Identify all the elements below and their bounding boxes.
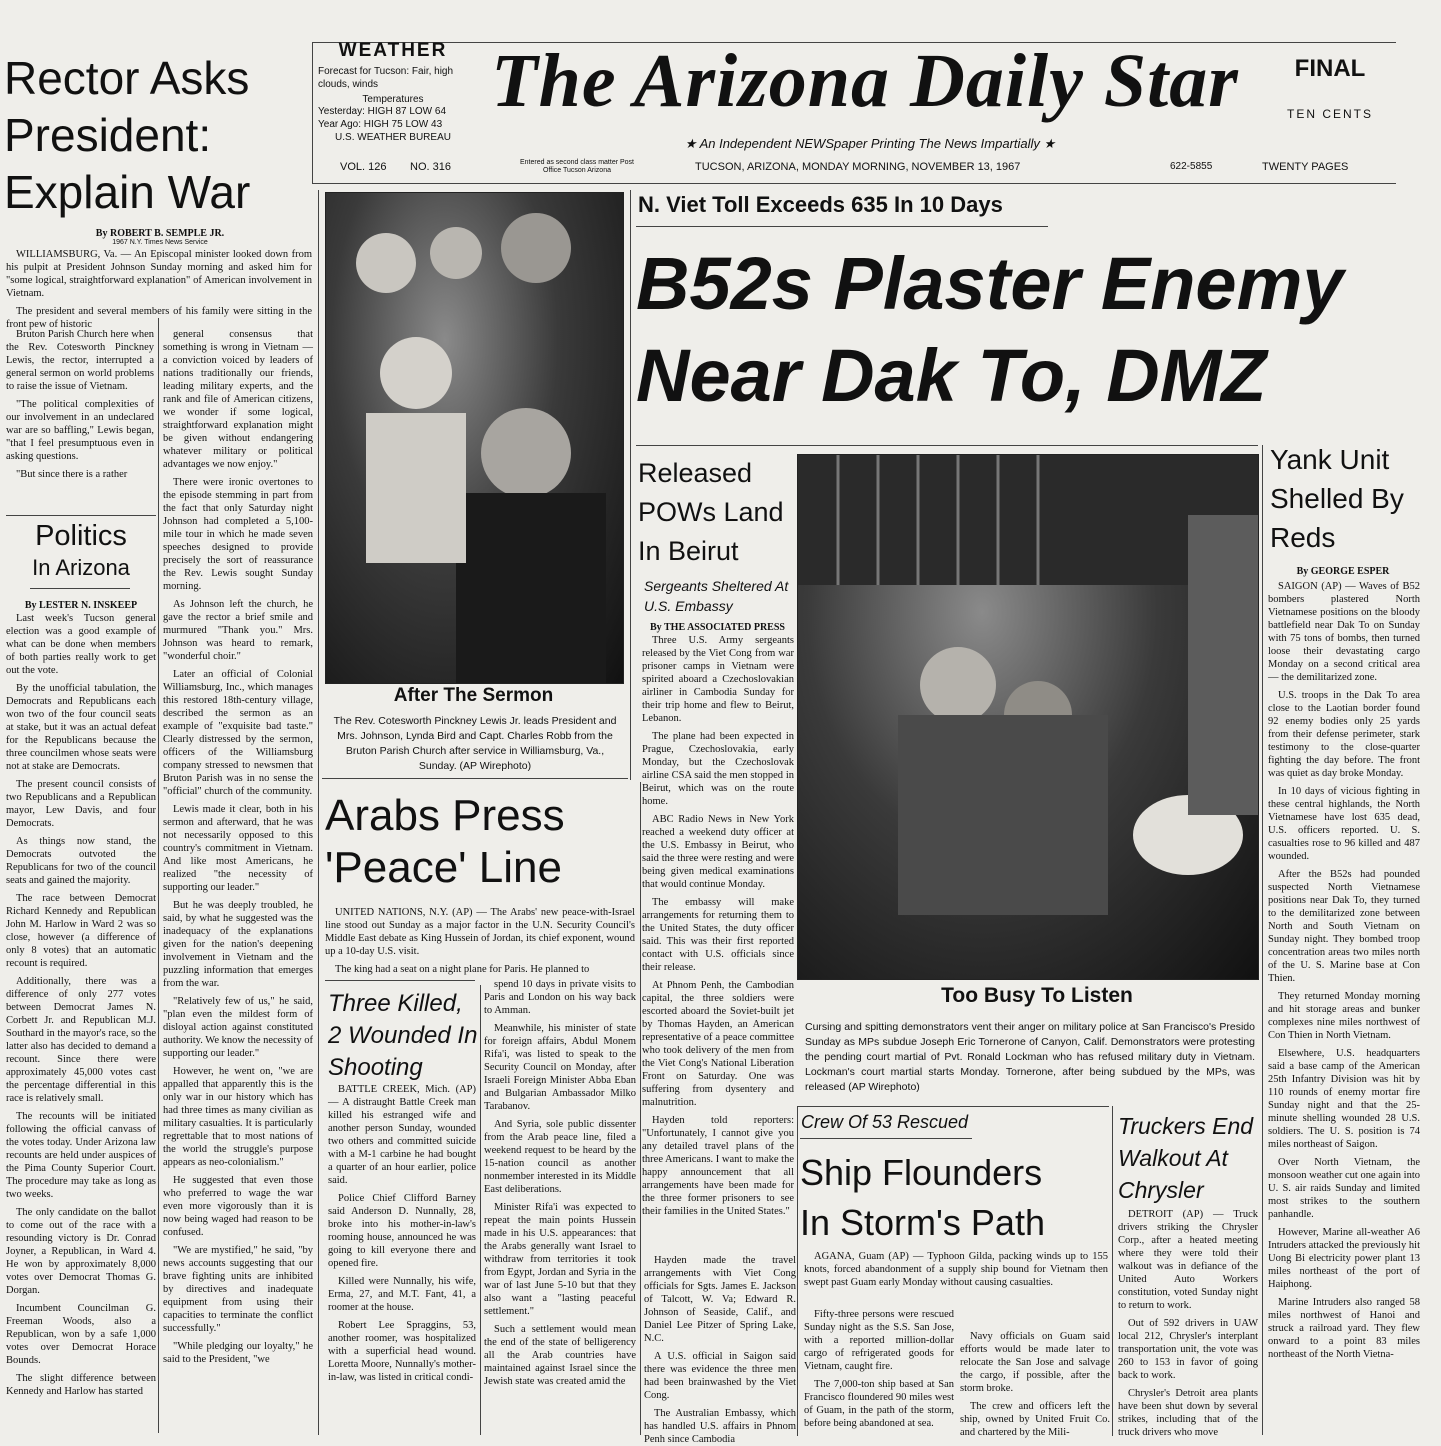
dateline: TUCSON, ARIZONA, MONDAY MORNING, NOVEMBER 13, 1967 [695,161,1021,173]
b52-headline [636,238,1416,422]
politics-headline-line2: In Arizona [32,555,130,580]
arabs-paragraph: And Syria, sole public dissenter from the Arab peace line, filed a weekend request to be heard by the 15-nation council as another nonmember interested in its Middle East deliberations. [484,1119,636,1195]
ship-column-a [804,1308,954,1433]
pows-paragraph: ABC Radio News in New York reached a weekend duty officer at the U.S. Embassy in Beirut, who said the three were resting and were being given medical examinations that would continue Monday. [642,814,794,890]
arabs-lead-paragraph: UNITED NATIONS, N.Y. (AP) — The Arabs' new peace-with-Israel line stood out Sunday as a major factor in the U.N. Security Council's Middle East debate as King Hussein of Jordan, its chief exponent, wound up a 10-day U.S. visit. [325,907,635,957]
rector-col-b-paragraph: "Relatively few of us," he said, "plan even the mildest form of disloyal action against constituted authority. We know the necessity of supporting our leader." [163,996,313,1059]
truckers-paragraph: Out of 592 drivers in UAW local 212, Chrysler's interplant transportation unit, the vote was 260 to 153 in favor of going back to work. [1118,1318,1258,1381]
rector-col-b-paragraph: Later an official of Colonial Williamsburg, Inc., which manages this restored 18th-century village, described the sermon as an example of "exquisite bad taste." Clearly distressed by the sermon, officers of the Williamsburg company stressed to newsmen that Bruton Parish was in no sense the "official" church of the community. [163,669,313,797]
yank-paragraph: Marine Intruders also ranged 58 miles northwest of Hanoi and struck a railroad yard. They flew onward to a point 83 miles northeast of the North Vietna- [1268,1297,1420,1360]
arabs-second-paragraph: The king had a seat on a night plane for Paris. He planned to [335,964,590,975]
weather-box [318,40,468,144]
pows-subhead: Sergeants Sheltered At U.S. Embassy [644,578,789,614]
pows-paragraph: The embassy will make arrangements for returning them to the United States, the duty officer said. This was their first reported contact with U.S. officials since their release. [642,897,794,973]
masthead-motto: ★ An Independent NEWSpaper Printing The News Impartially ★ [684,136,1056,151]
pows-paragraph: At Phnom Penh, the Cambodian capital, the three soldiers were escorted aboard the Soviet-built jet by Thomas Hayden, an American representative of a peace committee who took delivery of the men from the Viet Cong's National Liberation Front on Saturday. One was suffering from dysentery and malnutrition. [642,980,794,1108]
pows-paragraph: The Australian Embassy, which has handled U.S. affairs in Phnom Penh since Cambodia [644,1408,796,1445]
arabs-headline-line1: Arabs Press [325,791,565,840]
ship-paragraph: Navy officials on Guam said efforts would be made later to relocate the San Jose and salvage the cargo, if possible, after the storm broke. [960,1331,1110,1394]
b52-kicker: N. Viet Toll Exceeds 635 In 10 Days [638,192,1003,217]
politics-paragraph: The recounts will be initiated following the official canvass of the votes today. Under Arizona law recounts are held under auspices of the Pima County Superior Court. The procedure may take as long as two weeks. [6,1111,156,1200]
arabs-lead [325,906,635,981]
busy-photo-title: Too Busy To Listen [941,984,1133,1007]
rector-col-b-paragraph: general consensus that something is wrong in Vietnam — a conviction voiced by leaders of nations traditionally our friends, leading military experts, and the rank and file of American citizens, we wonder if some logical, straightforward explanation might be given without endangering whatever military or political advantages we now enjoy." [163,329,313,470]
ship-headline [800,1148,1100,1248]
edition-label: FINAL [1294,55,1366,82]
truckers-paragraph: Chrysler's Detroit area plants have been shut down by several strikes, including that of the truck drivers who move [1118,1388,1258,1438]
rector-second-paragraph: The president and several members of his family were sitting in the front pew of historic [6,306,312,330]
politics-paragraph: As things now stand, the Democrats outvoted the Republicans for two of the council seats and gained the majority. [6,836,156,886]
sermon-photo-title: After The Sermon [393,685,554,706]
pows-paragraph: A U.S. official in Saigon said there was evidence the three men had been brainwashed by the Viet Cong. [644,1351,796,1401]
yank-headline: Yank Unit Shelled By Reds [1270,444,1404,553]
politics-paragraph: The only candidate on the ballot to come out of the race with a resounding victory is Dr. Conrad Joyner, a Republican, in Ward 4. He won by approximately 8,000 votes over Democrat Thomas G. Dorgan. [6,1207,156,1296]
yank-paragraph: After the B52s had pounded suspected North Vietnamese positions near Dak To, they turned to the demilitarized zone between North and South Vietnam on Sunday night. They bombed troop concentration areas two miles north of the U. S. Marine base at Con Thien. [1268,869,1420,984]
pows-paragraph: Hayden made the travel arrangements with Viet Cong officials for Sgts. James E. Jackson of Talcott, W. Va; Edward R. Johnson of Seaside, Calif., and Daniel Lee Pitzer of Spring Lake, N.C. [644,1255,796,1344]
pows-paragraph: Three U.S. Army sergeants released by the Viet Cong from war prisoner camps in Vietnam were spirited aboard a Czechoslovakian airliner in Cambodia Sunday for their trip home and flew to Beirut, Lebanon. [642,635,794,724]
yank-paragraph: In 10 days of vicious fighting in these central highlands, the North Vietnamese have lost 635 dead, U.S. officers reported. U. S. casualties rose to 96 killed and 487 wounded. [1268,786,1420,862]
yank-paragraph: U.S. troops in the Dak To area close to the Laotian border found 92 enemy bodies only 25 yards from their defense perimeter, stark testimony to the close-quarter fighting the day before. The front was quiet as day broke Monday. [1268,690,1420,779]
rector-byline [40,228,280,246]
weather-heading: WEATHER [338,40,448,61]
politics-body [6,612,156,1432]
weather-forecast: Forecast for Tucson: Fair, high clouds, winds [318,66,454,90]
arabs-column [484,978,636,1433]
rector-col-b-paragraph: "While pledging our loyalty," he said to the President, "we [163,1341,313,1365]
rector-service: 1967 N.Y. Times News Service [112,239,208,246]
shooting-paragraph: BATTLE CREEK, Mich. (AP) — A distraught Battle Creek man killed his estranged wife and another person Sunday, wounded two others and committed suicide with a M-1 carbine he had bought a quarter of an hour earlier, police said. [328,1084,476,1186]
rector-lead-paragraph: WILLIAMSBURG, Va. — An Episcopal minister looked down from his pulpit at President Johnson Sunday morning and asked him for "some logical, straightforward explanation" of American involvement in Vietnam. [6,249,312,299]
pows-body [642,634,794,1217]
arabs-paragraph: Meanwhile, his minister of state for foreign affairs, Abdul Monem Rifa'i, was listed to speak to the Security Council on Monday, after Israeli Foreign Minister Abba Eban and Bulgarian Ambassador Milko Tarabanov. [484,1023,636,1112]
arabs-paragraph: spend 10 days in private visits to Paris and London on his way back to Amman. [484,979,636,1016]
rector-column-a [6,328,154,508]
politics-paragraph: By the unofficial tabulation, the Democrats and Republicans each won two of the four council seats at stake, but it was an actual defeat for the Republicans because the three councilmen whose seats were not at stake are Democrats. [6,683,156,772]
rector-col-b-paragraph: However, he went on, "we are appalled that apparently this is the only war in our history which has had three times as many civilian as military casualties. It is particularly regrettable that to most nations of the world the struggle's purpose appears as neo-colonialism." [163,1066,313,1168]
truckers-headline: Truckers End Walkout At Chrysler [1118,1113,1254,1203]
postal-notice: Entered as second class matter Post Office Tucson Arizona [520,159,634,174]
politics-paragraph: Additionally, there was a difference of only 277 votes between Democrat James N. Corbett Jr. and Republican M.J. Southard in the mayor's race, so the latter also has decided to demand a recount. Since there were approximately 45,000 votes cast the percentage differential in this race is relatively small. [6,976,156,1104]
busy-photo [797,454,1259,980]
rector-col-b-paragraph: He suggested that even those who preferred to wage the war even more vigorously than it is now being waged had reason to be confused. [163,1175,313,1238]
rector-col-b-paragraph: But he was deeply troubled, he said, by what he suggested was the inadequacy of the explanations given for the nation's deepening involvement in Vietnam and the puzzling information that emerges from the war. [163,900,313,989]
truckers-paragraph: DETROIT (AP) — Truck drivers striking the Chrysler Corp., after a heated meeting where they were told their walkout was in defiance of the United Auto Workers constitution, voted Sunday night to return to work. [1118,1209,1258,1311]
b52-headline-line2: Near Dak To, DMZ [636,334,1267,417]
arabs-paragraph: Such a settlement would mean the end of the state of belligerency all the Arab countries have maintained against Israel since the Jewish state was created amid the [484,1324,636,1387]
yank-paragraph: Over North Vietnam, the monsoon weather cut one again into U. S. air raids Sunday and limited most strikes to the southern panhandle. [1268,1157,1420,1220]
ship-paragraph: The 7,000-ton ship based at San Francisco floundered 90 miles west of Guam, in the path of the storm, before being abandoned at sea. [804,1379,954,1429]
rector-column-b [163,328,313,1433]
ship-paragraph: Fifty-three persons were rescued Sunday night as the S.S. San Jose, with a reported million-dollar cargo of refrigerated goods for Vietnam, caught fire. [804,1309,954,1372]
rector-col-b-paragraph: Lewis made it clear, both in his sermon and afterward, that he was not necessarily opposed to this country's commitment in Vietnam. And like most Americans, he realized "the necessity of supporting our leader." [163,804,313,893]
ship-paragraph: The crew and officers left the ship, owned by United Fruit Co. and chartered by the Mili- [960,1401,1110,1438]
yank-paragraph: However, Marine all-weather A6 Intruders attacked the previously hit Uong Bi electricity power plant 13 miles northeast of the port of Haiphong. [1268,1227,1420,1290]
weather-yesterday: Yesterday: HIGH 87 LOW 64 [318,106,447,117]
yank-body [1268,580,1420,1433]
rector-col-a-paragraph: "But since there is a rather [16,469,128,480]
b52-headline-line1: B52s Plaster Enemy [636,242,1344,325]
shooting-headline: Three Killed, 2 Wounded In Shooting [328,990,478,1081]
ship-lead: AGANA, Guam (AP) — Typhoon Gilda, packing winds up to 155 knots, forced abandonment of a supply ship bound for Vietnam then swept past Guam early Monday without causing casualties. [804,1251,1108,1288]
yank-paragraph: Elsewhere, U.S. headquarters said a base camp of the American 25th Infantry Division was hit by 110 rounds of enemy mortar fire Sunday night and that the 25-minute shelling wounded 28 U.S. soldiers. The U. S. position is 74 miles northeast of Saigon. [1268,1048,1420,1150]
arabs-headline [325,790,625,894]
sermon-photo-caption: The Rev. Cotesworth Pinckney Lewis Jr. leads President and Mrs. Johnson, Lynda Bird and Capt. Charles Robb from the Bruton Parish Church after service in Williamsburg, Va., Sunday. (AP Wirephoto) [333,715,617,772]
ship-headline-line1: Ship Flounders [800,1152,1043,1193]
rector-headline: Rector Asks President: Explain War [4,52,251,218]
pows-paragraph: The plane had been expected in Prague, Czechoslovakia, early Monday, but the Czechoslovak airline CSA said the men stopped in Beirut, which was on the route home. [642,731,794,807]
rector-col-b-paragraph: As Johnson left the church, he gave the rector a brief smile and murmured "Thank you." Mrs. Johnson was heard to remark, "wonderful choir." [163,599,313,662]
rector-col-a-paragraph: "The political complexities of our involvement in an undeclared war are so baffling," Lewis began, "that I feel presumptuous even in asking questions. [6,399,154,462]
shooting-paragraph: Robert Lee Spraggins, 53, another roomer, was hospitalized with a superficial head wound. Loretta Moore, Nunnally's mother-in-law, was listed in critical condi- [328,1320,476,1383]
politics-headline [6,518,156,582]
yank-paragraph: SAIGON (AP) — Waves of B52 bombers plastered North Vietnamese positions on the bloody battlefield near Dak To on Sunday with 75 tons of bombs, then turned loose their devastating cargo Monday on a second critical area — the demilitarized zone. [1268,581,1420,683]
busy-photo-figures [798,455,1258,979]
ship-headline-line2: In Storm's Path [800,1202,1045,1243]
yank-byline: By GEORGE ESPER [1296,566,1390,577]
politics-byline: By LESTER N. INSKEEP [24,600,138,611]
volume-label: VOL. 126 [340,161,387,173]
yank-paragraph: They returned Monday morning and hit storage areas and bunker complexes nine miles northwest of Con Thien in North Vietnam. [1268,991,1420,1041]
politics-headline-line1: Politics [35,520,127,552]
rector-author: By ROBERT B. SEMPLE JR. [95,228,225,239]
politics-paragraph: Incumbent Councilman G. Freeman Woods, also a Republican, won by a safe 1,000 votes over Democrat Horace Bounds. [6,1303,156,1366]
politics-paragraph: The race between Democrat Richard Kennedy and Republican John M. Harlow in Ward 2 was so close, however (a difference of only 8 votes) that an automatic recount is required. [6,893,156,969]
rector-col-b-paragraph: There were ironic overtones to the episode stemming in part from the fact that only Saturday night Johnson had completed a 5,100-mile tour in which he made seven speeches designed to provide precisely the sort of reassurance the Rev. Lewis sought Sunday morning. [163,477,313,592]
ship-kicker: Crew Of 53 Rescued [801,1112,969,1132]
busy-photo-caption: Cursing and spitting demonstrators vent their anger on military police at San Francisco's Presido Sunday as MPs subdue Joseph Eric Tornerone of Canyon, Calif. Demonstrators were protesting the pending court martial of Pvt. Ronald Lockman who has refused military duty in Vietnam. Lockman's court martial starts Monday. Tornerone, after being subdued by the MPs, was released (AP Wirephoto) [805,1021,1255,1093]
rector-lead [6,248,312,336]
rector-col-a-paragraph: Bruton Parish Church here when the Rev. Cotesworth Pinckney Lewis, the rector, interrupted a general sermon on world problems to raise the issue of Vietnam. [6,329,154,392]
politics-paragraph: Last week's Tucson general election was a good example of what can be done when members of both parties really work to get out the vote. [6,613,156,676]
arabs-headline-line2: 'Peace' Line [325,843,562,892]
rector-col-b-paragraph: "We are mystified," he said, "by news accounts suggesting that our brave fighting units are inhibited by directives and inadequate equipment from using their capacities to terminate the conflict successfully." [163,1245,313,1334]
arabs-paragraph: Minister Rifa'i was expected to repeat the main points Hussein made in his U.S. appearances: that the Arabs generally want Israel to withdraw from territories it took from Egypt, Jordan and Syria in the war of last June 5-10 but that they also want a "lasting peaceful settlement." [484,1202,636,1317]
truckers-body [1118,1208,1258,1438]
issue-number: NO. 316 [410,161,451,173]
politics-paragraph: The slight difference between Kennedy and Harlow has started [6,1373,156,1397]
sermon-photo-figures [326,193,623,683]
pows-body-continued [644,1254,796,1445]
ship-column-b [960,1330,1110,1438]
price-label: TEN CENTS [1286,107,1373,121]
newspaper-title: The Arizona Daily Star [491,39,1239,123]
weather-temps-label: Temperatures [362,94,424,105]
weather-bureau: U.S. WEATHER BUREAU [335,132,451,143]
pows-headline: Released POWs Land In Beirut [638,458,784,566]
politics-paragraph: The present council consists of two Republicans and a Republican mayor, Lew Davis, and four Democrats. [6,779,156,829]
shooting-paragraph: Police Chief Clifford Barney said Anderson D. Nunnally, 28, broke into his mother-in-law's rooming house, announced he was going to kill everyone there and opened fire. [328,1193,476,1269]
phone-number: 622-5855 [1170,161,1213,172]
pows-paragraph: Hayden told reporters: "Unfortunately, I cannot give you any detailed travel plans of the three Americans. I want to make the happy announcement that all arrangements have been made for the three former prisoners to see their families in the United States." [642,1115,794,1217]
pows-byline: By THE ASSOCIATED PRESS [650,622,785,633]
page-count: TWENTY PAGES [1262,161,1349,173]
weather-year-ago: Year Ago: HIGH 75 LOW 43 [318,119,443,130]
shooting-paragraph: Killed were Nunnally, his wife, Erma, 27, and M.T. Fant, 41, a roomer at the house. [328,1276,476,1313]
shooting-body [328,1083,476,1433]
sermon-photo [325,192,624,684]
